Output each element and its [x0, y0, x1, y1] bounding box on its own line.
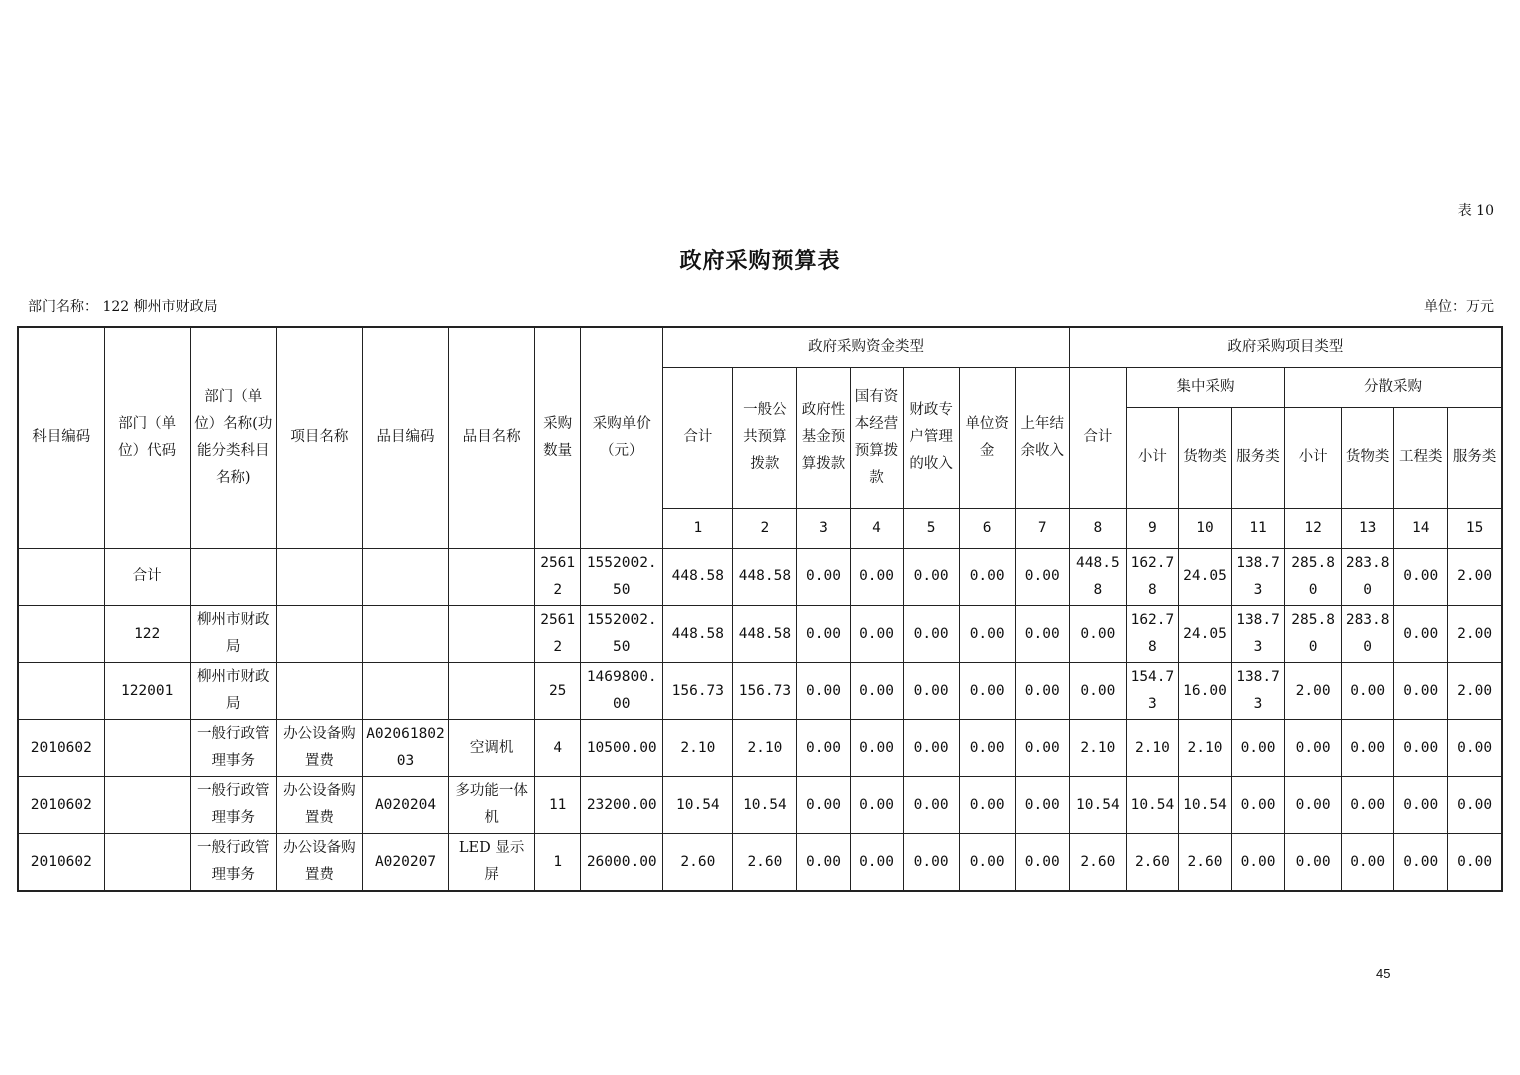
header-subject-code: 科目编码 — [18, 327, 104, 548]
value-cell: 0.00 — [1232, 777, 1285, 834]
unit-price-cell: 1469800.00 — [581, 663, 663, 720]
header-item-code: 品目编码 — [362, 327, 448, 548]
value-cell: 138.73 — [1232, 548, 1285, 605]
header-state-capital: 国有资本经营预算拨款 — [850, 367, 903, 508]
table-number: 表 10 — [1457, 203, 1494, 219]
project-name-cell: 办公设备购置费 — [276, 777, 362, 834]
column-number: 13 — [1342, 508, 1394, 548]
value-cell: 138.73 — [1232, 663, 1285, 720]
value-cell: 448.58 — [733, 548, 797, 605]
value-cell: 2.00 — [1448, 548, 1502, 605]
value-cell: 0.00 — [959, 834, 1015, 891]
header-project-type: 政府采购项目类型 — [1069, 327, 1502, 367]
value-cell: 10.54 — [1178, 777, 1231, 834]
item-name-cell — [449, 548, 535, 605]
value-cell: 0.00 — [1285, 720, 1342, 777]
value-cell: 0.00 — [903, 605, 959, 662]
table-row — [18, 777, 1502, 834]
value-cell: 0.00 — [1015, 720, 1069, 777]
value-cell: 283.80 — [1342, 605, 1394, 662]
value-cell: 448.58 — [663, 548, 733, 605]
value-cell: 0.00 — [903, 834, 959, 891]
value-cell: 0.00 — [1069, 605, 1126, 662]
dept-name-cell: 一般行政管理事务 — [190, 834, 276, 891]
value-cell: 448.58 — [1069, 548, 1126, 605]
value-cell: 24.05 — [1178, 548, 1231, 605]
value-cell: 2.60 — [1178, 834, 1231, 891]
value-cell: 0.00 — [959, 720, 1015, 777]
value-cell: 0.00 — [797, 720, 850, 777]
quantity-cell: 25612 — [535, 605, 581, 662]
header-special-account: 财政专户管理的收入 — [903, 367, 959, 508]
value-cell: 0.00 — [1015, 834, 1069, 891]
value-cell: 2.10 — [663, 720, 733, 777]
dept-name-cell: 柳州市财政局 — [190, 605, 276, 662]
subject-code-cell — [18, 663, 104, 720]
unit-price-cell: 23200.00 — [581, 777, 663, 834]
header-dept-code: 部门（单位）代码 — [104, 327, 190, 548]
value-cell: 2.00 — [1448, 605, 1502, 662]
header-fund-total: 合计 — [663, 367, 733, 508]
table-row — [18, 720, 1502, 777]
header-fund-type: 政府采购资金类型 — [663, 327, 1070, 367]
value-cell: 0.00 — [1394, 548, 1448, 605]
column-number: 11 — [1232, 508, 1285, 548]
value-cell: 0.00 — [850, 777, 903, 834]
subject-code-cell: 2010602 — [18, 834, 104, 891]
value-cell: 0.00 — [1448, 834, 1502, 891]
value-cell: 2.00 — [1285, 663, 1342, 720]
header-gov-fund: 政府性基金预算拨款 — [797, 367, 850, 508]
table-row — [18, 605, 1502, 662]
column-number: 15 — [1448, 508, 1502, 548]
value-cell: 0.00 — [959, 663, 1015, 720]
dept-code-cell — [104, 777, 190, 834]
column-number: 9 — [1126, 508, 1178, 548]
subject-code-cell — [18, 548, 104, 605]
header-unit-fund: 单位资金 — [959, 367, 1015, 508]
item-code-cell: A0206180203 — [362, 720, 448, 777]
column-number: 3 — [797, 508, 850, 548]
column-number: 6 — [959, 508, 1015, 548]
value-cell: 0.00 — [1285, 777, 1342, 834]
table-body — [18, 548, 1502, 891]
department-label: 部门名称： — [28, 299, 98, 315]
procurement-budget-table — [17, 326, 1503, 892]
project-name-cell: 办公设备购置费 — [276, 720, 362, 777]
value-cell: 10.54 — [663, 777, 733, 834]
value-cell: 2.10 — [1178, 720, 1231, 777]
value-cell: 0.00 — [1069, 663, 1126, 720]
unit-price-cell: 1552002.50 — [581, 548, 663, 605]
value-cell: 10.54 — [1126, 777, 1178, 834]
value-cell: 0.00 — [1394, 605, 1448, 662]
value-cell: 162.78 — [1126, 548, 1178, 605]
project-name-cell — [276, 548, 362, 605]
value-cell: 0.00 — [797, 834, 850, 891]
value-cell: 0.00 — [959, 777, 1015, 834]
value-cell: 0.00 — [903, 548, 959, 605]
header-unit-price: 采购单价（元） — [581, 327, 663, 548]
value-cell: 0.00 — [1342, 834, 1394, 891]
column-number: 7 — [1015, 508, 1069, 548]
subject-code-cell: 2010602 — [18, 777, 104, 834]
header-dispersed-services: 服务类 — [1448, 407, 1502, 508]
value-cell: 0.00 — [1448, 777, 1502, 834]
header-centralized: 集中采购 — [1126, 367, 1284, 407]
value-cell: 0.00 — [850, 663, 903, 720]
unit-price-cell: 1552002.50 — [581, 605, 663, 662]
value-cell: 0.00 — [1285, 834, 1342, 891]
dept-name-cell: 柳州市财政局 — [190, 663, 276, 720]
value-cell: 0.00 — [1232, 834, 1285, 891]
value-cell: 0.00 — [959, 548, 1015, 605]
table-row — [18, 663, 1502, 720]
item-name-cell: 多功能一体机 — [449, 777, 535, 834]
item-name-cell: LED 显示屏 — [449, 834, 535, 891]
column-number: 2 — [733, 508, 797, 548]
value-cell: 2.60 — [733, 834, 797, 891]
value-cell: 2.10 — [1126, 720, 1178, 777]
dept-code-cell: 合计 — [104, 548, 190, 605]
value-cell: 0.00 — [850, 548, 903, 605]
dept-name-cell: 一般行政管理事务 — [190, 720, 276, 777]
value-cell: 0.00 — [1394, 720, 1448, 777]
item-name-cell — [449, 663, 535, 720]
value-cell: 0.00 — [903, 777, 959, 834]
value-cell: 0.00 — [850, 605, 903, 662]
page-number: 45 — [1376, 966, 1391, 981]
value-cell: 2.10 — [1069, 720, 1126, 777]
header-centralized-services: 服务类 — [1232, 407, 1285, 508]
dept-name-cell: 一般行政管理事务 — [190, 777, 276, 834]
value-cell: 0.00 — [1394, 834, 1448, 891]
value-cell: 0.00 — [797, 605, 850, 662]
quantity-cell: 1 — [535, 834, 581, 891]
dept-code-cell — [104, 720, 190, 777]
value-cell: 285.80 — [1285, 548, 1342, 605]
value-cell: 0.00 — [1342, 663, 1394, 720]
header-prior-surplus: 上年结余收入 — [1015, 367, 1069, 508]
header-dispersed-goods: 货物类 — [1342, 407, 1394, 508]
dept-code-cell — [104, 834, 190, 891]
value-cell: 2.60 — [1126, 834, 1178, 891]
dept-code-cell: 122001 — [104, 663, 190, 720]
value-cell: 448.58 — [733, 605, 797, 662]
value-cell: 0.00 — [1394, 663, 1448, 720]
header-dispersed: 分散采购 — [1285, 367, 1502, 407]
item-code-cell — [362, 548, 448, 605]
value-cell: 448.58 — [663, 605, 733, 662]
value-cell: 10.54 — [1069, 777, 1126, 834]
value-cell: 138.73 — [1232, 605, 1285, 662]
value-cell: 24.05 — [1178, 605, 1231, 662]
quantity-cell: 11 — [535, 777, 581, 834]
subject-code-cell — [18, 605, 104, 662]
header-project-total: 合计 — [1069, 367, 1126, 508]
value-cell: 2.60 — [1069, 834, 1126, 891]
header-dispersed-subtotal: 小计 — [1285, 407, 1342, 508]
dept-code-cell: 122 — [104, 605, 190, 662]
column-number: 1 — [663, 508, 733, 548]
item-code-cell: A020204 — [362, 777, 448, 834]
value-cell: 2.10 — [733, 720, 797, 777]
project-name-cell — [276, 605, 362, 662]
department-name: 122 柳州市财政局 — [102, 299, 218, 315]
quantity-cell: 25 — [535, 663, 581, 720]
value-cell: 0.00 — [1448, 720, 1502, 777]
header-project-name: 项目名称 — [276, 327, 362, 548]
item-code-cell — [362, 605, 448, 662]
column-number: 10 — [1178, 508, 1231, 548]
value-cell: 16.00 — [1178, 663, 1231, 720]
column-number: 8 — [1069, 508, 1126, 548]
header-general-budget: 一般公共预算拨款 — [733, 367, 797, 508]
page-title: 政府采购预算表 — [679, 248, 841, 274]
item-name-cell — [449, 605, 535, 662]
header-quantity: 采购数量 — [535, 327, 581, 548]
value-cell: 162.78 — [1126, 605, 1178, 662]
value-cell: 283.80 — [1342, 548, 1394, 605]
value-cell: 0.00 — [850, 720, 903, 777]
value-cell: 285.80 — [1285, 605, 1342, 662]
header-dispersed-works: 工程类 — [1394, 407, 1448, 508]
table-row — [18, 834, 1502, 891]
value-cell: 0.00 — [797, 663, 850, 720]
value-cell: 2.60 — [663, 834, 733, 891]
table-row — [18, 548, 1502, 605]
value-cell: 0.00 — [959, 605, 1015, 662]
column-number: 14 — [1394, 508, 1448, 548]
item-name-cell: 空调机 — [449, 720, 535, 777]
unit-price-cell: 26000.00 — [581, 834, 663, 891]
column-number: 5 — [903, 508, 959, 548]
value-cell: 0.00 — [850, 834, 903, 891]
value-cell: 0.00 — [1015, 777, 1069, 834]
item-code-cell — [362, 663, 448, 720]
header-centralized-goods: 货物类 — [1178, 407, 1231, 508]
department-line — [28, 296, 218, 316]
header-centralized-subtotal: 小计 — [1126, 407, 1178, 508]
value-cell: 0.00 — [797, 548, 850, 605]
column-number: 12 — [1285, 508, 1342, 548]
dept-name-cell — [190, 548, 276, 605]
value-cell: 0.00 — [1015, 605, 1069, 662]
value-cell: 0.00 — [1015, 548, 1069, 605]
value-cell: 0.00 — [1232, 720, 1285, 777]
value-cell: 0.00 — [1342, 777, 1394, 834]
quantity-cell: 4 — [535, 720, 581, 777]
value-cell: 0.00 — [903, 720, 959, 777]
quantity-cell: 25612 — [535, 548, 581, 605]
header-dept-name: 部门（单位）名称(功能分类科目名称) — [190, 327, 276, 548]
value-cell: 156.73 — [733, 663, 797, 720]
item-code-cell: A020207 — [362, 834, 448, 891]
value-cell: 156.73 — [663, 663, 733, 720]
subject-code-cell: 2010602 — [18, 720, 104, 777]
value-cell: 0.00 — [1394, 777, 1448, 834]
unit-label: 单位：万元 — [1424, 299, 1494, 315]
column-number: 4 — [850, 508, 903, 548]
header-item-name: 品目名称 — [449, 327, 535, 548]
value-cell: 0.00 — [1015, 663, 1069, 720]
value-cell: 0.00 — [903, 663, 959, 720]
value-cell: 0.00 — [1342, 720, 1394, 777]
value-cell: 154.73 — [1126, 663, 1178, 720]
unit-price-cell: 10500.00 — [581, 720, 663, 777]
project-name-cell — [276, 663, 362, 720]
project-name-cell: 办公设备购置费 — [276, 834, 362, 891]
value-cell: 10.54 — [733, 777, 797, 834]
value-cell: 2.00 — [1448, 663, 1502, 720]
value-cell: 0.00 — [797, 777, 850, 834]
